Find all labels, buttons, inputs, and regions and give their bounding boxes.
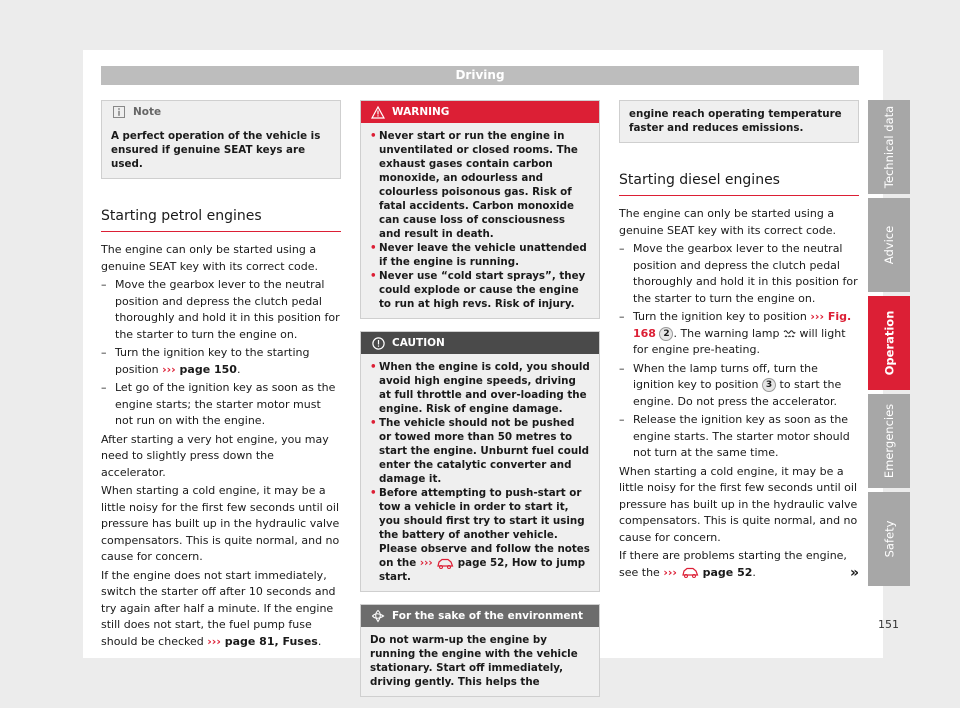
petrol-step-2-text: Turn the ignition key to the starting position: [115, 346, 310, 376]
caution-box: [360, 331, 600, 592]
ref-arrow-icon: ›››: [419, 557, 433, 569]
car-icon: [436, 558, 454, 569]
caution-title: CAUTION: [392, 336, 445, 349]
tab-technical-data[interactable]: [868, 100, 910, 194]
glow-plug-icon: [783, 329, 796, 338]
caution-item: • Before attempting to push-start or tow a vehicle in order to start it, you should first try to start it using the battery of another vehicle. Please observe and follow the notes on the ››› page 52, How to jump start.: [370, 486, 590, 584]
caution-body: [361, 354, 599, 591]
petrol-para-1: After starting a very hot engine, you may need to slightly press down the accelerator.: [101, 432, 329, 479]
warning-body: [361, 123, 599, 318]
tab-label: Advice: [882, 225, 896, 265]
diesel-step-3: [619, 361, 859, 411]
ref-arrow-icon: ›››: [810, 310, 824, 323]
tab-label: Safety: [881, 520, 896, 558]
chapter-header: Driving: [101, 66, 859, 85]
petrol-para-3: If the engine does not start immediately, switch the starter off after 10 seconds and try again after half a minute. If the engine still does not start, the fuel pump fuse should be checked ››› page 81, Fuses.: [101, 568, 336, 648]
environment-body-continued: [620, 101, 858, 142]
warning-item: • Never use “cold start sprays”, they could explode or cause the engine to run at high revs. Risk of injury.: [370, 269, 590, 311]
environment-text-continued: engine reach operating temperature faster and reduces emissions.: [629, 108, 842, 134]
warning-item: • Never start or run the engine in unventilated or closed rooms. The exhaust gases contain carbon monoxide, an odourless and colourless poisonous gas. Risk of fatal accidents. Carbon monoxide can cause loss of consciousness and result in death.: [370, 129, 590, 241]
diesel-step-2-text-b: . The warning lamp: [673, 326, 780, 340]
diesel-step-2-text: Turn the ignition key to position: [633, 310, 807, 323]
column-right: [619, 100, 859, 583]
column-middle: [360, 100, 600, 697]
caution-item: • The vehicle should not be pushed or towed more than 50 metres to start the engine. Unburnt fuel could enter the catalytic converter and damage it.: [370, 416, 590, 486]
environment-body: [361, 627, 599, 696]
page-52-link[interactable]: [663, 566, 752, 579]
tab-label: Operation: [882, 310, 896, 376]
column-left: [101, 100, 341, 652]
environment-box-continued: [619, 100, 859, 143]
car-icon: [681, 567, 699, 578]
ref-arrow-icon: ›››: [663, 565, 677, 579]
caution-item: • When the engine is cold, you should avoid high engine speeds, driving at full throttle and over-loading the engine. Risk of engine damage.: [370, 360, 590, 416]
warning-header: [361, 101, 599, 123]
tab-operation[interactable]: [868, 296, 910, 390]
caution-header: [361, 332, 599, 354]
warning-triangle-icon: [370, 104, 386, 120]
fig-168-ref: Fig. 168: [633, 310, 852, 340]
jump-start-ref: page 52, How to jump start: [379, 557, 586, 583]
continued-marker: »: [849, 564, 859, 581]
leaf-icon: [370, 608, 386, 624]
position-3-badge: 3: [762, 378, 776, 392]
note-text: A perfect operation of the vehicle is ensured if genuine SEAT keys are used.: [111, 130, 321, 170]
diesel-step-2: [619, 309, 859, 359]
petrol-heading: Starting petrol engines: [101, 207, 341, 232]
petrol-para-3-text: If the engine does not start immediately, switch the starter off after 10 seconds and try again after half a minute. If the engine still does not start, the fuel pump fuse should be checked: [101, 568, 336, 648]
environment-title: For the sake of the environment: [392, 609, 584, 622]
diesel-para-2: If there are problems starting the engine, see the ››› page 52. »: [619, 549, 859, 581]
warning-item: • Never leave the vehicle unattended if the engine is running.: [370, 241, 590, 269]
ref-arrow-icon: ›››: [207, 634, 221, 648]
diesel-step-4: – Release the ignition key as soon as the engine starts. The starter motor should not turn at the same time.: [619, 412, 859, 462]
warning-box: [360, 100, 600, 319]
petrol-step-2: – Turn the ignition key to the starting position ››› page 150.: [101, 345, 341, 378]
petrol-step-2-ref: page 150: [179, 362, 237, 376]
tab-label: Technical data: [882, 105, 896, 189]
diesel-step-3-text: When the lamp turns off, turn the ignition key to position: [633, 361, 818, 391]
position-2-badge: 2: [659, 327, 673, 341]
page-52-ref: page 52: [702, 565, 753, 579]
diesel-step-2-text-c: will light for engine pre-heating.: [633, 326, 846, 356]
environment-text: Do not warm-up the engine by running the engine with the vehicle stationary. Start off immediately, driving gently. This helps the: [370, 634, 578, 688]
fuses-ref: page 81, Fuses: [224, 634, 318, 648]
info-icon: [111, 104, 127, 120]
note-title: Note: [133, 105, 162, 118]
petrol-step-1: – Move the gearbox lever to the neutral position and depress the clutch pedal thoroughly and hold it in this position for the starter to turn the engine on.: [101, 277, 341, 343]
warning-title: WARNING: [392, 105, 450, 118]
page-number: 151: [878, 618, 899, 631]
diesel-step-3-text-b: to start the engine. Do not press the accelerator.: [633, 378, 842, 408]
fuses-link[interactable]: [207, 635, 318, 648]
tab-emergencies[interactable]: [868, 394, 910, 488]
tab-advice[interactable]: [868, 198, 910, 292]
note-body: [102, 123, 340, 178]
tab-label: Emergencies: [882, 403, 897, 479]
diesel-intro: The engine can only be started using a genuine SEAT key with its correct code.: [619, 207, 837, 237]
diesel-heading: Starting diesel engines: [619, 171, 859, 196]
petrol-step-2-link[interactable]: [162, 363, 237, 376]
petrol-para-2: When starting a cold engine, it may be a little noisy for the first few seconds until oil pressure has built up in the hydraulic valve compensators. This is quite normal, and no cause for concern.: [101, 484, 340, 563]
petrol-intro: The engine can only be started using a genuine SEAT key with its correct code.: [101, 243, 319, 273]
environment-header: [361, 605, 599, 627]
diesel-step-1: – Move the gearbox lever to the neutral position and depress the clutch pedal thoroughly and hold it in this position for the starter to turn the engine on.: [619, 241, 859, 307]
diesel-para-1: When starting a cold engine, it may be a little noisy for the first few seconds until oil pressure has built up in the hydraulic valve compensators. This is quite normal, and no cause for concern.: [619, 464, 858, 544]
tab-safety[interactable]: [868, 492, 910, 586]
caution-item-text: Before attempting to push-start or tow a vehicle in order to start it, you should first try to start it using the battery of another vehicle. Please observe and follow the notes on the: [379, 487, 590, 569]
diesel-para-2-text: If there are problems starting the engine, see the: [619, 549, 847, 579]
petrol-step-3: – Let go of the ignition key as soon as the engine starts; the starter motor must not run on with the engine.: [101, 380, 341, 430]
note-header: [102, 101, 340, 123]
environment-box: [360, 604, 600, 697]
ref-arrow-icon: ›››: [162, 362, 176, 376]
caution-icon: [370, 335, 386, 351]
note-box: [101, 100, 341, 179]
